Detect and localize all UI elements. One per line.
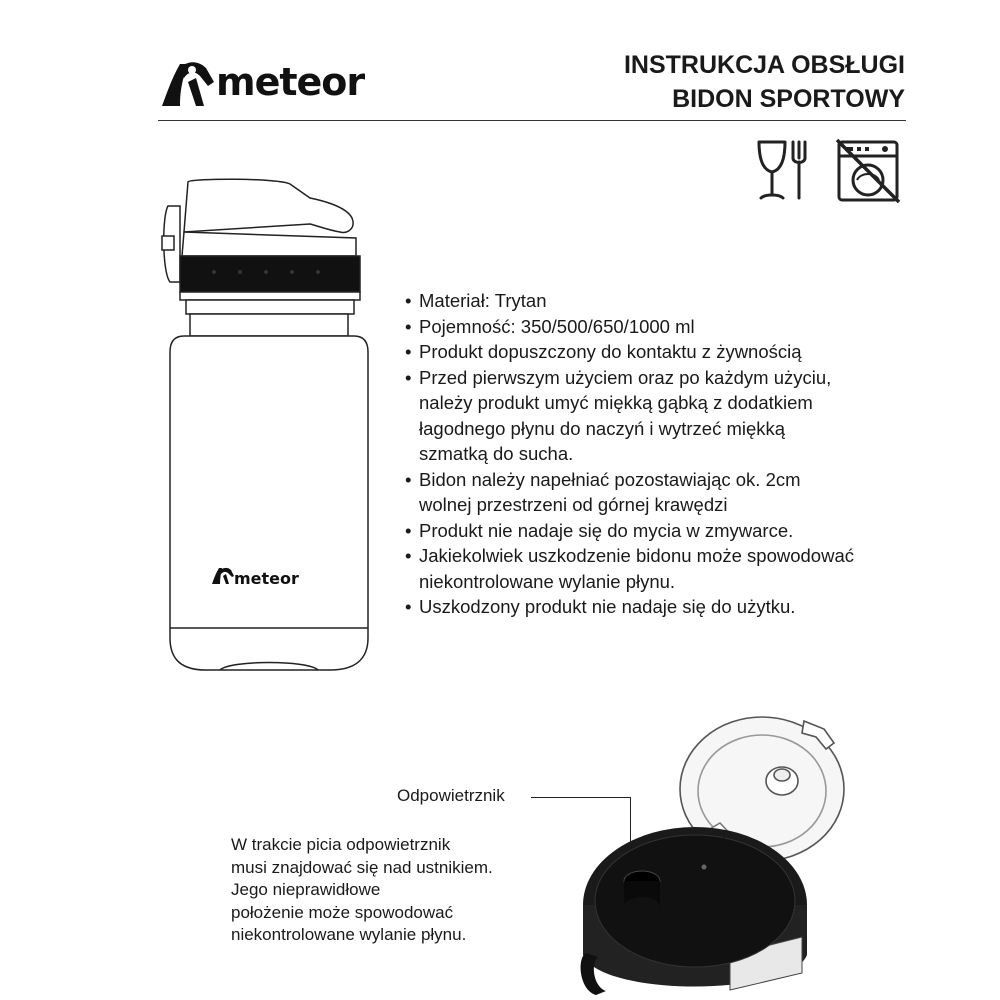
spec-line: łagodnego płynu do naczyń i wytrzeć miękką [419,417,786,439]
specifications-list [405,288,925,620]
brand-name: meteor [216,60,365,104]
vent-note [231,834,561,947]
spec-item [405,467,925,518]
spec-line: należy produkt umyć miękką gąbką z dodatkiem [419,392,813,413]
vent-note-line: Jego nieprawidłowe [231,880,381,899]
spec-line: szmatką do sucha. [419,443,574,464]
spec-line: niekontrolowane wylanie płynu. [419,570,676,592]
no-dishwasher-icon [835,138,901,204]
spec-line: • Produkt dopuszczony do kontaktu z żywnością [419,341,802,362]
vent-label: Odpowietrznik [397,786,505,805]
title-line-2: BIDON SPORTOWY [672,85,905,113]
title-line-1: INSTRUKCJA OBSŁUGI [623,51,905,79]
vent-note-line: położenie może spowodować [231,902,454,922]
vent-note-line: musi znajdować się nad ustnikiem. [231,857,493,877]
bottle-illustration [160,176,375,672]
spec-item [405,288,925,314]
food-safe-icon [755,138,817,202]
spec-line: • Materiał: Trytan [419,290,547,311]
spec-item [405,518,925,544]
spec-line: • Pojemność: 350/500/650/1000 ml [419,315,695,337]
spec-item [405,543,925,594]
spec-line: • Jakiekolwiek uszkodzenie bidonu może spowodować [419,545,854,566]
spec-line: • Uszkodzony produkt nie nadaje się do użytku. [419,596,796,617]
vent-note-line: niekontrolowane wylanie płynu. [231,925,467,944]
open-lid-illustration [580,705,880,1000]
spec-item [405,314,925,340]
page-title [624,48,905,116]
meteor-runner-icon [158,56,216,112]
spec-item [405,594,925,620]
spec-item [405,365,925,467]
spec-line: • Bidon należy napełniać pozostawiając ok. 2cm [419,468,801,490]
spec-item [405,339,925,365]
spec-line: wolnej przestrzeni od górnej krawędzi [419,494,728,515]
spec-line: • Produkt nie nadaje się do mycia w zmywarce. [419,519,794,541]
brand-logo [158,56,418,112]
vent-note-line: W trakcie picia odpowietrznik [231,835,451,854]
bottle-brand-label: meteor [234,569,299,588]
spec-line: • Przed pierwszym użyciem oraz po każdym użyciu, [419,366,832,388]
header-divider [158,120,906,121]
